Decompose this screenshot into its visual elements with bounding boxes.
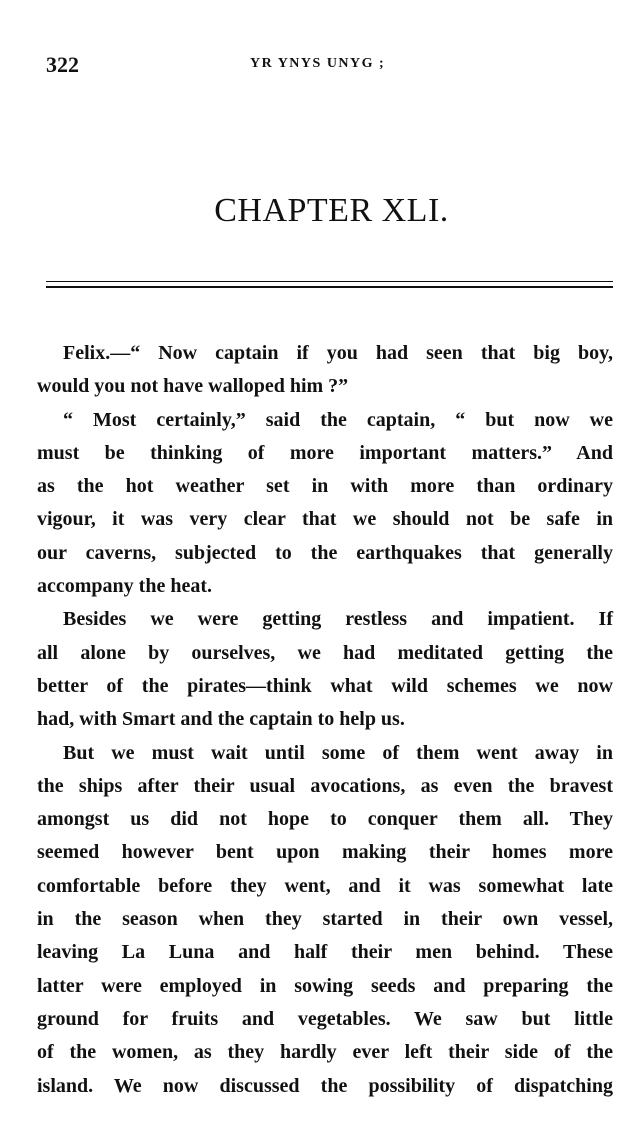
body-text: [37, 337, 613, 1103]
text-line: Felix.—“ Now captain if you had seen that big boy,: [63, 342, 613, 364]
chapter-rule-thin: [46, 281, 613, 282]
text-line: vigour, it was very clear that we should not be safe in: [37, 508, 613, 531]
text-line: leaving La Luna and half their men behind. These: [37, 941, 613, 964]
chapter-rule-thick: [46, 286, 613, 288]
text-line: in the season when they started in their own vessel,: [37, 908, 613, 931]
running-head: YR YNYS UNYG ;: [250, 56, 386, 71]
text-line: Besides we were getting restless and impatient. If: [63, 608, 613, 631]
text-line: would you not have walloped him ?”: [37, 375, 349, 398]
text-line: must be thinking of more important matters.” And: [37, 441, 613, 464]
text-line: of the women, as they hardly ever left their side of the: [37, 1041, 613, 1064]
text-line: “ Most certainly,” said the captain, “ but now we: [63, 408, 613, 431]
text-line: amongst us did not hope to conquer them all. They: [37, 808, 613, 831]
text-line: the ships after their usual avocations, as even the bravest: [37, 774, 613, 797]
text-line: all alone by ourselves, we had meditated getting the: [37, 641, 613, 664]
text-line: latter were employed in sowing seeds and preparing the: [37, 974, 613, 997]
chapter-title: CHAPTER XLI.: [214, 192, 449, 229]
text-line: seemed however bent upon making their homes more: [37, 841, 613, 864]
text-line: had, with Smart and the captain to help us.: [37, 708, 405, 731]
text-line: comfortable before they went, and it was somewhat late: [37, 874, 613, 897]
page-number: 322: [46, 52, 79, 77]
text-line: ground for fruits and vegetables. We saw but little: [37, 1007, 613, 1030]
text-line: our caverns, subjected to the earthquakes that generally: [37, 541, 613, 564]
text-line: island. We now discussed the possibility of dispatching: [37, 1074, 613, 1097]
text-line: accompany the heat.: [37, 575, 212, 598]
text-line: as the hot weather set in with more than ordinary: [37, 475, 613, 498]
text-line: better of the pirates—think what wild schemes we now: [37, 674, 613, 697]
text-line: But we must wait until some of them went away in: [63, 741, 613, 764]
